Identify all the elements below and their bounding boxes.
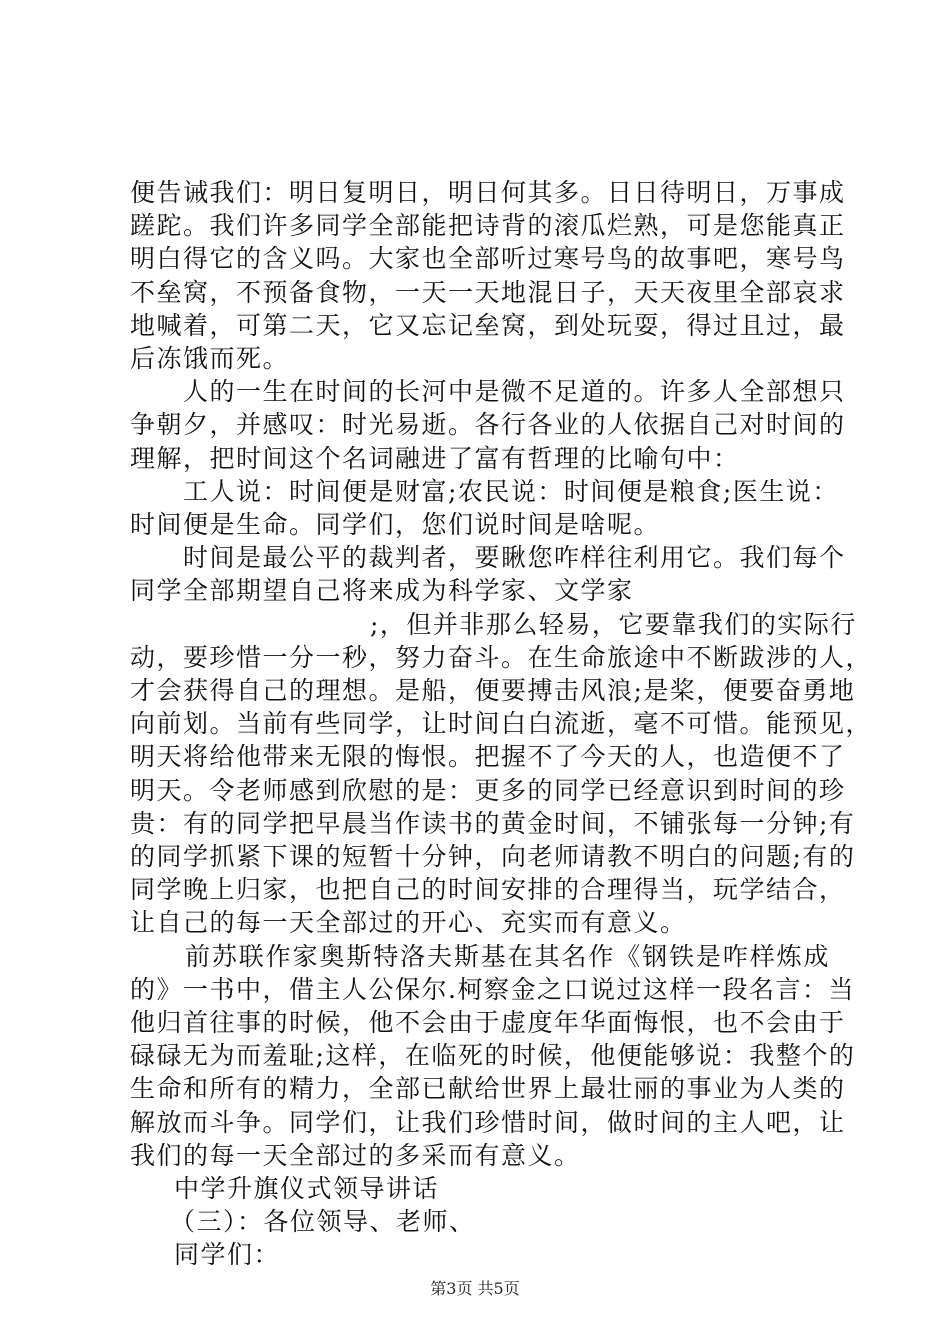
text-line: 明天将给他带来无限的悔恨。把握不了今天的人，也造便不了	[130, 742, 846, 772]
text-line: 后冻饿而死。	[130, 344, 290, 373]
text-line: 明天。令老师感到欣慰的是：更多的同学已经意识到时间的珍	[130, 775, 846, 805]
paragraph-first-line: 工人说：时间便是财富;农民说：时间便是粮食;医生说：	[183, 476, 839, 506]
text-line: 向前划。当前有些同学，让时间白白流逝，毫不可惜。能预见，	[130, 709, 873, 739]
paragraph-first-line: 人的一生在时间的长河中是微不足道的。许多人全部想只	[183, 377, 846, 407]
text-line: 便告诫我们：明日复明日，明日何其多。日日待明日，万事成	[130, 178, 846, 207]
text-line: 时间便是生命。同学们，您们说时间是啥呢。	[130, 510, 661, 539]
text-line: 的同学抓紧下课的短暂十分钟，向老师请教不明白的问题;有的	[130, 842, 856, 871]
text-line: 蹉跎。我们许多同学全部能把诗背的滚瓜烂熟，可是您能真正	[130, 211, 846, 241]
text-line: 争朝夕，并感叹：时光易逝。各行各业的人依据自己对时间的	[130, 410, 846, 440]
text-line: 他归首往事的时候，他不会由于虚度年华面悔恨，也不会由于	[130, 1008, 846, 1037]
text-line: 同学全部期望自己将来成为科学家、文学家	[130, 576, 634, 606]
text-line: 地喊着，可第二天，它又忘记垒窝，到处玩耍，得过且过，最	[130, 310, 846, 340]
text-line: ;，但并非那么轻易，它要靠我们的实际行	[370, 609, 857, 639]
text-line: 动，要珍惜一分一秒，努力奋斗。在生命旅途中不断跋涉的人，	[130, 642, 873, 672]
text-line: 我们的每一天全部过的多采而有意义。	[130, 1140, 581, 1170]
text-line: 让自己的每一天全部过的开心、充实而有意义。	[130, 908, 687, 938]
text-line: 生命和所有的精力，全部已献给世界上最壮丽的事业为人类的	[130, 1074, 846, 1104]
text-line: 不垒窝，不预备食物，一天一天地混日子，天天夜里全部哀求	[130, 277, 846, 307]
text-line: 理解，把时间这个名词融进了富有哲理的比喻句中：	[130, 443, 740, 473]
text-line: 碌碌无为而羞耻;这样，在临死的时候，他便能够说：我整个的	[130, 1041, 856, 1071]
section-title: 中学升旗仪式领导讲话	[174, 1174, 440, 1203]
salutation-line: （三）：各位领导、老师、	[170, 1207, 476, 1237]
salutation-line-2: 同学们：	[174, 1240, 281, 1270]
paragraph-first-line: 前苏联作家奥斯特洛夫斯基在其名作《钢铁是咋样炼成	[185, 941, 830, 971]
text-line: 明白得它的含义吗。大家也全部听过寒号鸟的故事吧，寒号鸟	[130, 244, 846, 274]
text-line: 同学晚上归家，也把自己的时间安排的合理得当，玩学结合，	[130, 875, 846, 905]
text-line: 的》一书中，借主人公保尔.柯察金之口说过这样一段名言：当	[130, 974, 855, 1004]
page-footer: 第3页 共5页	[430, 1278, 520, 1298]
text-line: 解放而斗争。同学们，让我们珍惜时间，做时间的主人吧，让	[130, 1107, 846, 1137]
text-line: 贵：有的同学把早晨当作读书的黄金时间，不铺张每一分钟;有	[130, 808, 856, 838]
paragraph-first-line: 时间是最公平的裁判者，要瞅您咋样往利用它。我们每个	[183, 543, 846, 573]
text-line: 才会获得自己的理想。是船，便要搏击风浪;是桨，便要奋勇地	[130, 676, 856, 705]
